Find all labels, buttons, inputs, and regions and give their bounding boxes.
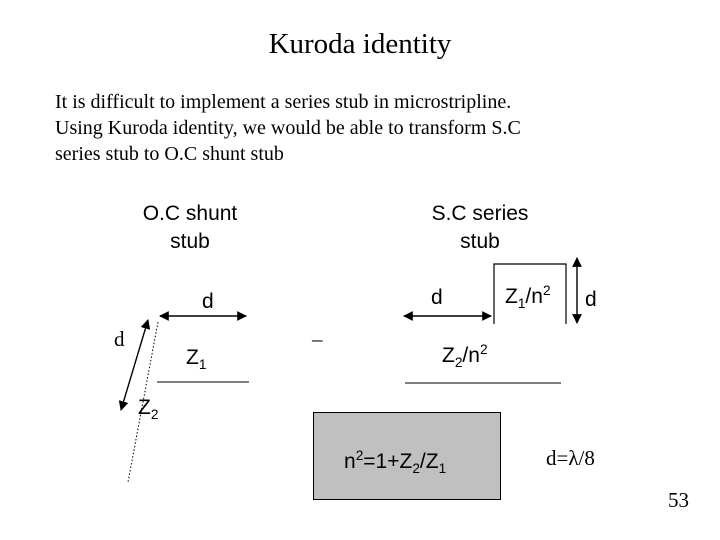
oc-shunt-heading-line2: stub xyxy=(170,230,210,253)
sc-series-heading-line2: stub xyxy=(460,230,500,253)
body-line-3: series stub to O.C shunt stub xyxy=(55,143,284,165)
left-label-z1: $Z_1$ xyxy=(186,346,207,372)
sc-series-heading-line1: S.C series xyxy=(431,202,529,225)
body-line-2: Using Kuroda identity, we would be able to transform S.C xyxy=(55,117,521,139)
body-line-1: It is difficult to implement a series stub in microstripline. xyxy=(55,91,512,113)
page-number: 53 xyxy=(668,488,689,512)
right-label-d-right: d xyxy=(585,288,597,311)
oc-shunt-heading-line1: O.C shunt xyxy=(142,202,238,225)
left-label-d-top: d xyxy=(202,290,214,313)
slide-title: Kuroda identity xyxy=(268,28,452,60)
right-label-d-left: d xyxy=(431,286,443,309)
left-label-z2: $Z_2$ xyxy=(138,396,159,422)
stub-length-note: d=λ/8 xyxy=(546,446,595,470)
right-label-z1-over-n2: $Z_1/n^2$ xyxy=(505,283,551,311)
right-label-z2-over-n2: $Z_2/n^2$ xyxy=(442,342,488,370)
kuroda-formula: $n^2=1+Z_2/Z_1$ xyxy=(344,448,447,476)
left-label-d-side: d xyxy=(114,327,125,351)
separator-dash: – xyxy=(312,327,323,351)
